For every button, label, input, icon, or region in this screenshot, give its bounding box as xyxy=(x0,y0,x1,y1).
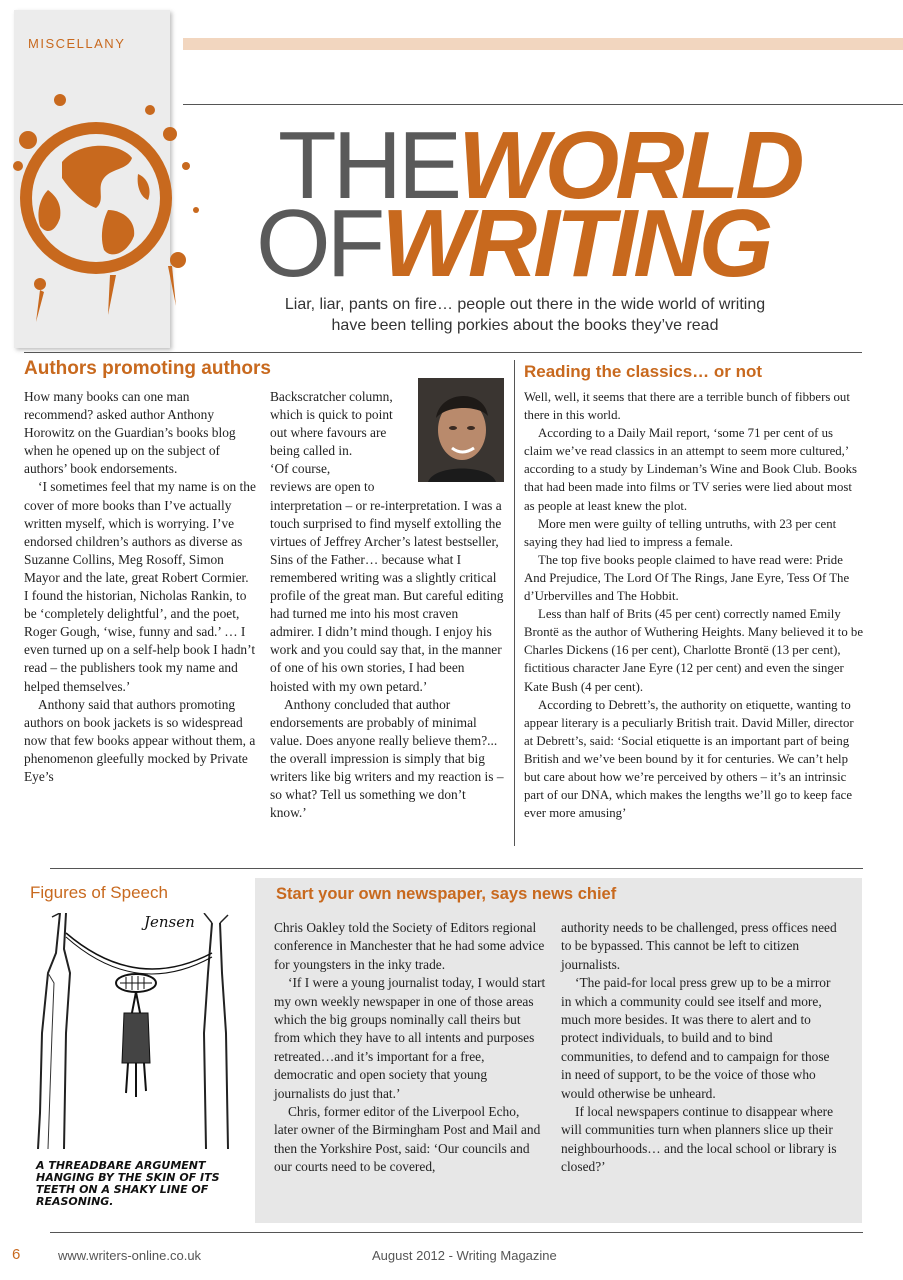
standfirst-line: have been telling porkies about the books they’ve read xyxy=(331,317,719,334)
column-divider xyxy=(514,360,515,846)
lower-section-rule xyxy=(50,868,863,869)
newspaper-heading: Start your own newspaper, says news chief xyxy=(276,885,617,903)
section-rule xyxy=(24,352,862,353)
headline-the: THE xyxy=(278,112,458,219)
paragraph: The top five books people claimed to have read were: Pride And Prejudice, The Lord Of The Rings, Jane Eyre, Tess Of The d’Urbervilles and The Hobbit. xyxy=(524,552,850,604)
footer-issue: August 2012 - Writing Magazine xyxy=(372,1248,557,1263)
paragraph-wrap: Backscratcher column, which is quick to point out where favours are being called in. ‘Of course, reviews are open to xyxy=(270,389,393,495)
globe-splash-icon xyxy=(0,70,205,330)
paragraph: interpretation – or re-interpretation. I was a touch surprised to find myself extolling the virtues of Jeffrey Archer’s latest bestseller, Sins of the Father… because what I remembered writing was a slightly critical profile of the great man. But careful editing had turned me into his most craven admirer. I didn’t mind though. I enjoy his work and you could say that, in the manner of one of his own stories, I had been hoisted with my own petard.’ xyxy=(270,497,504,694)
cartoon-signature: Jensen xyxy=(144,913,195,931)
authors-heading: Authors promoting authors xyxy=(24,358,271,379)
authors-column-2 xyxy=(270,388,505,822)
paragraph: ‘I sometimes feel that my name is on the cover of more books than I’ve actually written myself, which is worrying. I’ve endorsed children’s authors as diverse as Suzanne Collins, Meg Rosoff, Simon Mayor and the late, great Robert Cormier. I found the historian, Nicholas Rankin, to be ‘completely delightful’, and the poet, Roger Gough, ‘wise, funny and sad.’ … I even turned up on a self-help book I hadn’t read – the publishers took my name and helped themselves.’ xyxy=(24,479,256,694)
paragraph: ‘The paid-for local press grew up to be a mirror in which a community could see itself and more, much more besides. It was there to alert and to protect individuals, to build and to bind communities, to defend and to campaign for those in need of support, to be the voice of those who would otherwise be unheard. xyxy=(561,975,831,1101)
headline-world: WORLD xyxy=(458,112,801,219)
headline-of: OF xyxy=(256,190,382,297)
paragraph: ‘If I were a young journalist today, I would start my own weekly newspaper in one of those areas which the big groups nominally call theirs but from which they have to all intents and purposes retreated…and it’s important for a free, democratic and open society that young journalists do just that.’ xyxy=(274,975,546,1101)
paragraph: Chris Oakley told the Society of Editors regional conference in Manchester that he had some advice for youngsters in the inky trade. xyxy=(274,920,545,972)
paragraph: According to a Daily Mail report, ‘some 71 per cent of us claim we’ve read classics in an attempt to seem more cultured,’ according to a study by Lindeman’s Wine and Book Club. Books that had been made into films or TV series were lied about most as people at least knew the plot. xyxy=(524,426,857,513)
headline-writing: WRITING xyxy=(381,190,770,297)
cartoon-caption: A THREADBARE ARGUMENT HANGING BY THE SKIN OF ITS TEETH ON A SHAKY LINE OF REASONING. xyxy=(36,1159,220,1208)
classics-column xyxy=(524,388,864,822)
newspaper-column-2 xyxy=(561,919,837,1177)
paragraph: Chris, former editor of the Liverpool Echo, later owner of the Birmingham Post and Mail and then the Yorkshire Post, said: ‘Our councils and our courts need to be covered, xyxy=(274,1104,541,1175)
paragraph: More men were guilty of telling untruths, with 23 per cent saying they had lied to impress a female. xyxy=(524,516,837,549)
section-label: MISCELLANY xyxy=(28,36,126,51)
newspaper-column-1 xyxy=(274,919,546,1177)
paragraph: Anthony said that authors promoting authors on book jackets is so widespread now that few books appear without them, a phenomenon gleefully mocked by Private Eye’s xyxy=(24,696,256,784)
figures-heading: Figures of Speech xyxy=(30,883,168,902)
paragraph: Anthony concluded that author endorsements are probably of minimal value. Does anyone really believe them?... the overall impression is simply that big writers like big writers and my reaction is – so what? Tell us something we don’t know.’ xyxy=(270,696,504,821)
page-number: 6 xyxy=(12,1246,21,1263)
paragraph: According to Debrett’s, the authority on etiquette, wanting to appear literary is a peculiarly British trait. David Miller, director at Debrett’s, said: ‘Social etiquette is an important part of being British and we’ve been bound by it for centuries. We can’t help but care about how we’re perceived by others – it’s an intrinsic part of our DNA, which makes the lengths we’ll go to keep face ever more amusing’ xyxy=(524,697,854,821)
headline-line2 xyxy=(256,190,770,297)
paragraph: Well, well, it seems that there are a terrible bunch of fibbers out there in this world. xyxy=(524,390,850,423)
paragraph: authority needs to be challenged, press offices need to be bypassed. This cannot be left to citizen journalists. xyxy=(561,920,837,972)
standfirst xyxy=(200,294,850,336)
cartoon-illustration xyxy=(36,913,234,1153)
paragraph: If local newspapers continue to disappear where will communities turn when planners slice up their neighbourhoods… and the local school or library is closed?’ xyxy=(561,1104,837,1175)
footer-rule xyxy=(50,1232,863,1233)
classics-heading: Reading the classics… or not xyxy=(524,362,763,381)
paragraph: Less than half of Brits (45 per cent) correctly named Emily Brontë as the author of Wuthering Heights. Many believed it to be Charles Dickens (16 per cent), Charlotte Brontë (13 per cent), fictitious character Jane Eyre (12 per cent) and even the singer Kate Bush (4 per cent). xyxy=(524,607,863,694)
paragraph: How many books can one man recommend? asked author Anthony Horowitz on the Guardian’s books blog when he opened up on the subject of authors’ book endorsements. xyxy=(24,389,236,477)
footer-url[interactable]: www.writers-online.co.uk xyxy=(58,1248,202,1263)
header-bar xyxy=(183,38,903,50)
authors-column-1 xyxy=(24,388,256,786)
title-rule xyxy=(183,104,903,105)
standfirst-line: Liar, liar, pants on fire… people out there in the wide world of writing xyxy=(284,296,766,313)
